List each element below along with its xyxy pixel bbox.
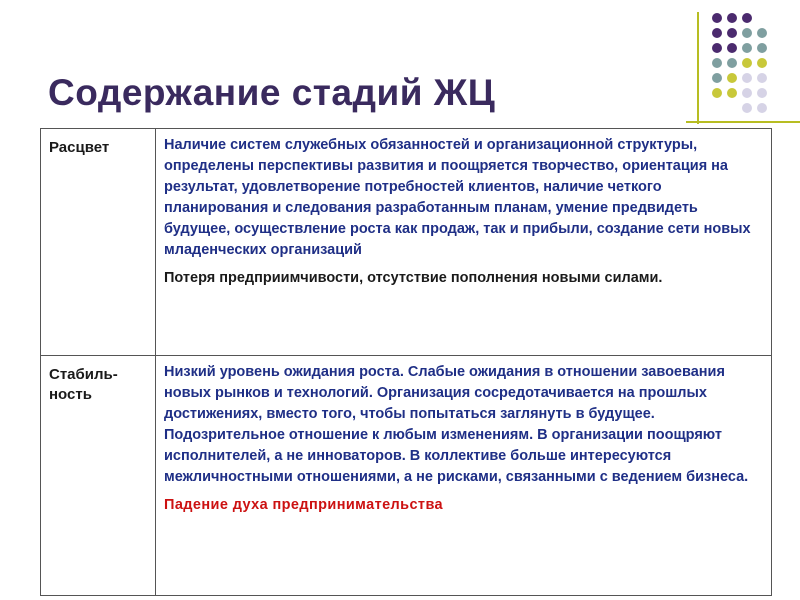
decorative-dot	[757, 28, 767, 38]
stage-characteristics: Низкий уровень ожидания роста. Слабые ожидания в отношении завоевания новых рынков и технологий. Организация сосредотачивается на прошлых достижениях, вместо того, чтобы попытаться заглянуть в будущее. Подозрительное отношение к любым изменениям. В организации поощряют исполнителей, а не инноваторов. В коллективе больше интересуются межличностными отношениями, а не рисками, связанными с ведением бизнеса.	[164, 364, 749, 485]
decorative-dot	[727, 73, 737, 83]
decorative-dot	[757, 73, 767, 83]
decorative-dot	[742, 43, 752, 53]
decorative-vertical-line	[697, 12, 699, 124]
table-row	[41, 129, 772, 356]
decorative-dot	[727, 13, 737, 23]
decorative-dot	[727, 58, 737, 68]
decorative-dot	[742, 88, 752, 98]
stage-risk: Падение духа предпринимательства	[164, 497, 444, 513]
decorative-dot	[742, 58, 752, 68]
stage-risk: Потеря предприимчивости, отсутствие пополнения новыми силами.	[164, 270, 663, 286]
stage-label: Стабиль-ность	[41, 356, 156, 596]
lifecycle-stages-table	[40, 128, 772, 596]
decorative-dot	[742, 28, 752, 38]
decorative-dot	[727, 28, 737, 38]
decorative-dot	[712, 58, 722, 68]
stage-description	[156, 356, 772, 596]
decorative-dot	[727, 88, 737, 98]
stage-characteristics: Наличие систем служебных обязанностей и организационной структуры, определены перспективы развития и поощряется творчество, ориентация на результат, удовлетворение потребностей клиентов, наличие четкого планирования и следования разработанным планам, умение предвидеть будущее, осуществление роста как продаж, так и прибыли, создание сети новых младенческих организаций	[164, 137, 751, 258]
decorative-dot	[757, 58, 767, 68]
stage-label: Расцвет	[41, 129, 156, 356]
decorative-dot	[727, 43, 737, 53]
decorative-dot	[757, 103, 767, 113]
decorative-dot	[742, 13, 752, 23]
decorative-dot	[712, 88, 722, 98]
slide-title: Содержание стадий ЖЦ	[48, 72, 496, 113]
decorative-dot	[712, 28, 722, 38]
decorative-dot	[757, 43, 767, 53]
decorative-dot	[712, 43, 722, 53]
table-row	[41, 356, 772, 596]
decorative-dot	[712, 73, 722, 83]
decorative-horizontal-line	[686, 121, 800, 123]
stage-description	[156, 129, 772, 356]
decorative-dot	[757, 88, 767, 98]
decorative-dot	[712, 13, 722, 23]
decorative-dot	[742, 103, 752, 113]
decorative-dot	[742, 73, 752, 83]
